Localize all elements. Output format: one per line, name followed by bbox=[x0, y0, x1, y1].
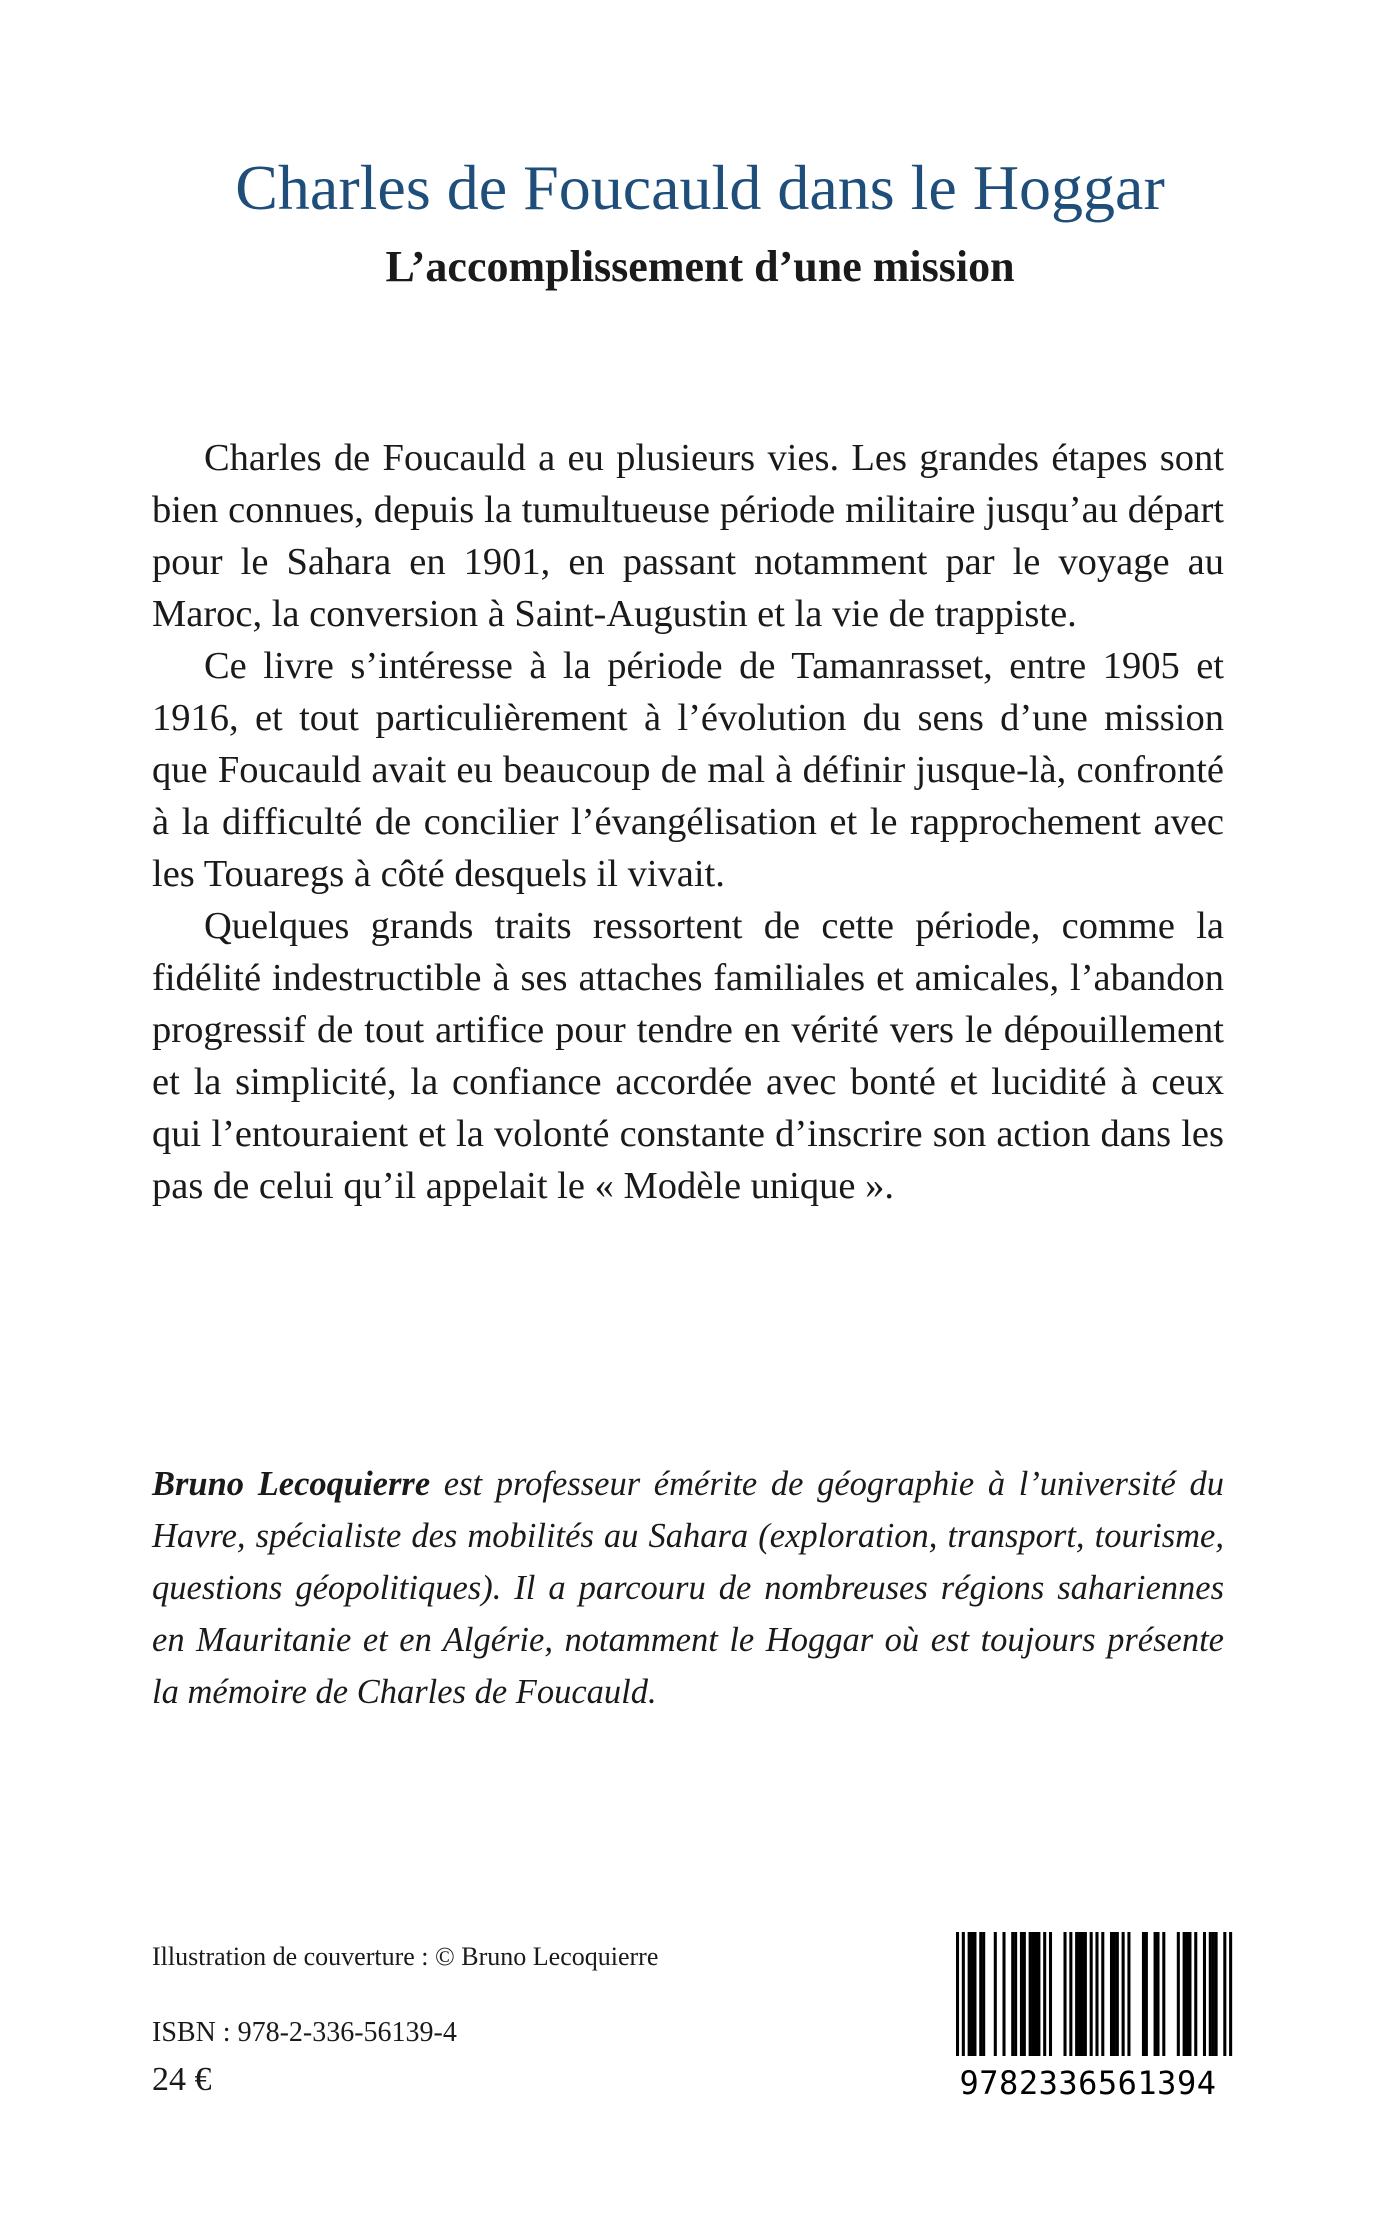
barcode-bar bbox=[1023, 1932, 1026, 2060]
barcode-bar bbox=[1014, 1932, 1017, 2060]
barcode-bar bbox=[982, 1932, 985, 2060]
barcode-bar bbox=[1203, 1932, 1206, 2060]
barcode-bar bbox=[1209, 1932, 1212, 2060]
price: 24 € bbox=[152, 2061, 212, 2098]
summary-paragraph: Charles de Foucauld a eu plusieurs vies. Les grandes étapes sont bien connues, depuis la tumultueuse période militaire jusqu’au départ pour le Sahara en 1901, en passant notamment par le voyage au Maroc, la conversion à Saint-Augustin et la vie de trappiste. bbox=[152, 437, 1224, 635]
barcode-bar bbox=[1043, 1932, 1046, 2060]
barcode-bar bbox=[1034, 1932, 1037, 2060]
barcode-bar bbox=[1122, 1932, 1125, 2060]
barcode-bar bbox=[979, 1932, 982, 2060]
barcode-bar bbox=[1212, 1932, 1215, 2060]
barcode-bar bbox=[1101, 1932, 1104, 2060]
barcode-bar bbox=[968, 1932, 971, 2060]
author-bio bbox=[152, 1458, 1224, 1718]
barcode-bar bbox=[1075, 1932, 1078, 2060]
barcode-bar bbox=[1186, 1932, 1189, 2060]
barcode-bar bbox=[1215, 1932, 1218, 2060]
barcode-bar bbox=[994, 1932, 997, 2060]
barcode-bar bbox=[1145, 1932, 1148, 2060]
book-subtitle: L’accomplissement d’une mission bbox=[385, 242, 1015, 291]
cover-illustration-credit: Illustration de couverture : © Bruno Lecoquierre bbox=[152, 1942, 659, 1971]
book-title: Charles de Foucauld dans le Hoggar bbox=[235, 152, 1165, 223]
barcode-bar bbox=[1084, 1932, 1087, 2060]
author-bio-text: est professeur émérite de géographie à l’université du Havre, spécialiste des mobilités au Sahara (exploration, transport, tourisme, questions géopolitiques). Il a parcouru de nombreuses régions sahariennes en Mauritanie et en Algérie, notamment le Hoggar où est toujours présente la mémoire de Charles de Foucauld. bbox=[152, 1465, 1224, 1711]
barcode-bar bbox=[1127, 1932, 1130, 2060]
barcode-bar bbox=[1177, 1932, 1180, 2060]
barcode-bar bbox=[1020, 1932, 1023, 2060]
barcode-bar bbox=[1113, 1932, 1116, 2060]
barcode-bar bbox=[971, 1932, 974, 2060]
book-summary bbox=[152, 432, 1224, 1212]
barcode-bar bbox=[1154, 1932, 1157, 2060]
barcode-bar bbox=[1188, 1932, 1191, 2060]
barcode-bar bbox=[1063, 1932, 1066, 2060]
summary-paragraph: Quelques grands traits ressortent de cette période, comme la fidélité indestructible à ses attaches familiales et amicales, l’abandon progressif de tout artifice pour tendre en vérité vers le dépouillement et la simplicité, la confiance accordée avec bonté et lucidité à ceux qui l’entouraient et la volonté constante d’inscrire son action dans les pas de celui qu’il appelait le « Modèle unique ». bbox=[152, 905, 1224, 1207]
barcode-bar bbox=[1110, 1932, 1113, 2060]
barcode-bar bbox=[1078, 1932, 1081, 2060]
barcode-bar bbox=[1116, 1932, 1119, 2060]
barcode-bar bbox=[1049, 1932, 1052, 2060]
summary-paragraph: Ce livre s’intéresse à la période de Tamanrasset, entre 1905 et 1916, et tout particulièrement à l’évolution du sens d’une mission que Foucauld avait eu beaucoup de mal à définir jusque-là, confronté à la difficulté de concilier l’évangélisation et le rapprochement avec les Touaregs à côté desquels il vivait. bbox=[152, 645, 1224, 895]
barcode-bar bbox=[1002, 1932, 1005, 2060]
isbn-number: ISBN : 978-2-336-56139-4 bbox=[152, 2017, 457, 2048]
barcode-bar bbox=[1156, 1932, 1159, 2060]
barcode-digits: 9782336561394 bbox=[938, 2056, 1238, 2110]
barcode-bar bbox=[1081, 1932, 1084, 2060]
isbn-barcode bbox=[938, 1932, 1238, 2110]
barcode-bar bbox=[1194, 1932, 1197, 2060]
barcode-bar bbox=[1162, 1932, 1165, 2060]
barcode-bar bbox=[1029, 1932, 1032, 2060]
barcode-bar bbox=[1142, 1932, 1145, 2060]
barcode-bar bbox=[973, 1932, 976, 2060]
barcode-bar bbox=[1069, 1932, 1072, 2060]
barcode-bar bbox=[1183, 1932, 1186, 2060]
author-name: Bruno Lecoquierre bbox=[152, 1465, 431, 1503]
barcode-bar bbox=[1037, 1932, 1040, 2060]
barcode-bar bbox=[1032, 1932, 1035, 2060]
barcode-bar bbox=[1011, 1932, 1014, 2060]
